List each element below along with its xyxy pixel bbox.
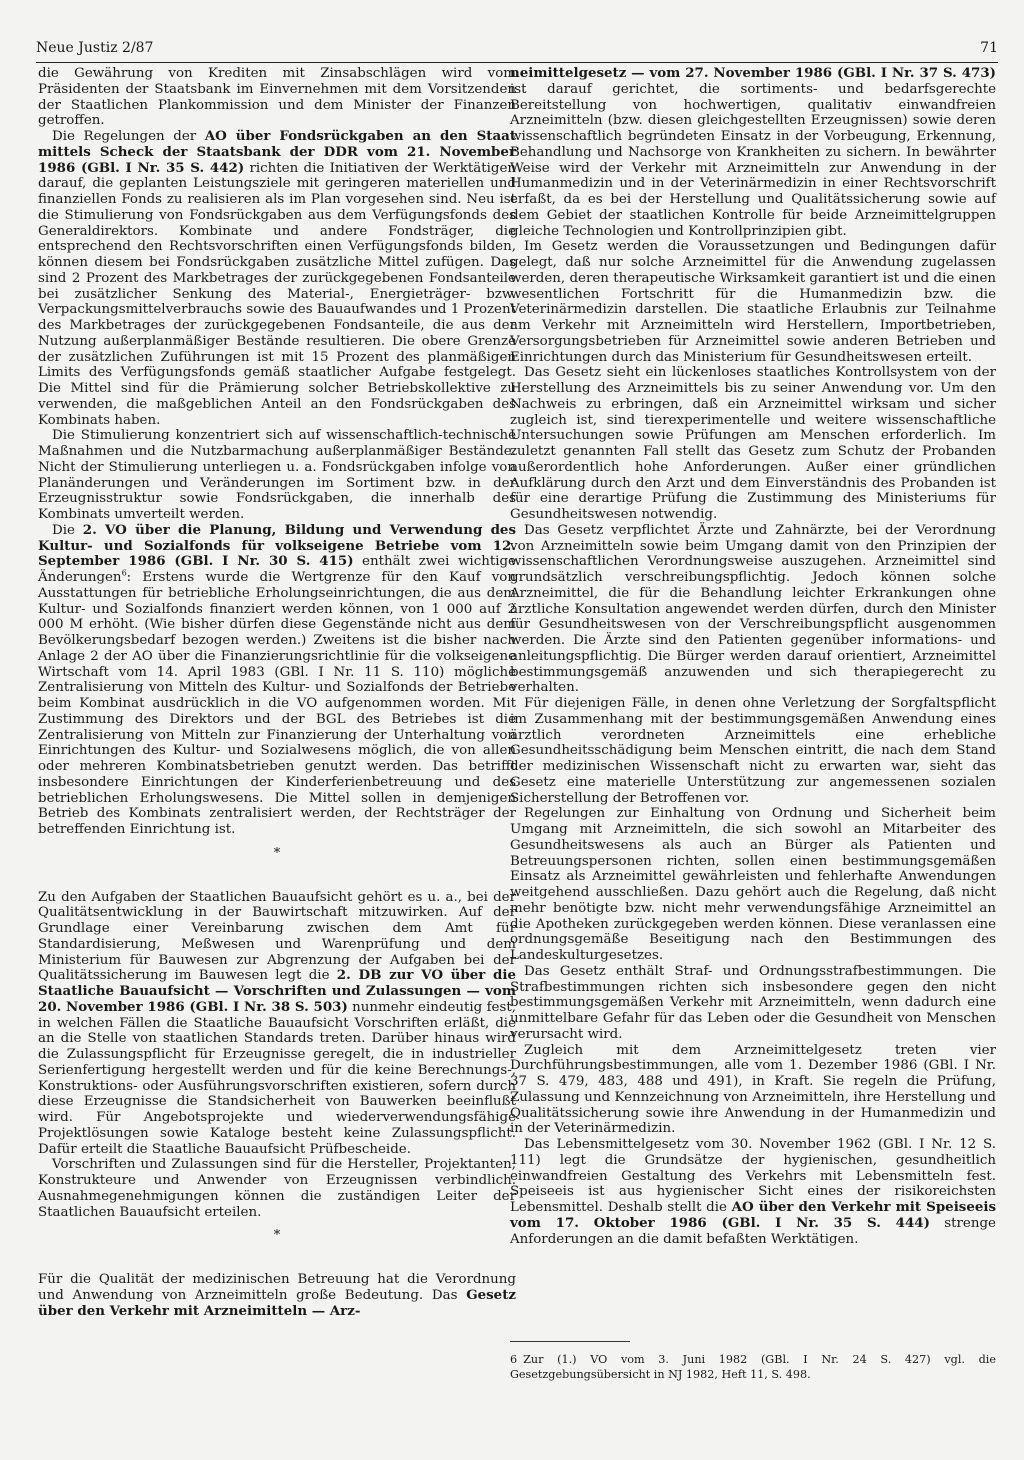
right-column [510,66,996,1247]
paragraph [38,890,516,1158]
legal-citation: AO über Fondsrückgaben an den Staat mittels Scheck der Staatsbank der DDR vom 21. November 1986 (GBl. I Nr. 35 S. 442) [38,128,517,176]
paragraph: Im Gesetz werden die Voraussetzungen und Bedingungen dafür gelegt, daß nur solche Arzneimittel für die Anwendung zugelassen werden, deren therapeutische Wirksamkeit garantiert ist und die einen wesentlichen Fortschritt für die Humanmedizin bzw. die Veterinärmedizin darstellen. Die staatliche Erlaubnis zur Teilnahme am Verkehr mit Arzneimitteln wird Herstellern, Importbetrieben, Versorgungsbetrieben für Arzneimittel sowie anderen Betrieben und Einrichtungen durch das Ministerium für Gesundheitswesen erteilt. [510,239,996,365]
text-run: strenge Anforderungen an die damit befaßten Werktätigen. [510,1215,996,1247]
section-separator: * [273,845,281,861]
footnote-text: Zur (1.) VO vom 3. Juni 1982 (GBl. I Nr. 24 S. 427) vgl. die Gesetzgebungsübersicht in NJ 1982, Heft 11, S. 498. [510,1353,996,1381]
paragraph: Das Gesetz enthält Straf- und Ordnungsstrafbestimmungen. Die Strafbestimmungen richten sich insbesondere gegen den nicht bestimmungsgemäßen Verkehr mit Arzneimitteln, wenn dadurch eine unmittelbare Gefahr für das Leben oder die Gesundheit von Menschen verursacht wird. [510,963,996,1042]
paragraph: Das Gesetz sieht ein lückenloses staatliches Kontrollsystem von der Herstellung des Arzneimittels bis zu seiner Anwendung vor. Um den Nachweis zu erbringen, daß ein Arzneimittel wirksam und sicher zugleich ist, sind tierexperimentelle und weitere wissenschaftliche Untersuchungen sowie Prüfungen am Menschen erforderlich. Im zuletzt genannten Fall stellt das Gesetz zum Schutz der Probanden außerordentlich hohe Anforderungen. Außer einer gründlichen Aufklärung durch den Arzt und dem Einverständnis des Probanden ist für eine derartige Prüfung die Zustimmung des Ministeriums für Gesundheitswesen notwendig. [510,365,996,522]
paragraph: die Gewährung von Krediten mit Zinsabschlägen wird vom Präsidenten der Staatsbank im Einvernehmen mit dem Vorsitzenden der Staatlichen Plankommission und dem Minister der Finanzen getroffen. [38,66,516,129]
journal-title: Neue Justiz 2/87 [36,40,154,56]
paragraph [510,66,996,239]
legal-citation: neimittelgesetz — vom 27. November 1986 (GBl. I Nr. 37 S. 473) [510,65,996,81]
footnote-divider [510,1341,630,1342]
text-run: ist darauf gerichtet, die sortiments- und bedarfsgerechte Bereitstellung von hochwertigen, qualitativ einwandfreien Arzneimitteln (bzw. diesen gleichgestellten Erzeugnissen) sowie deren wissenschaftlich begründeten Einsatz in der Vorbeugung, Erkennung, Behandlung und Nachsorge von Krankheiten zu sichern. In bewährter Weise wird der Verkehr mit Arzneimitteln zur Anwendung in der Humanmedizin und in der Veterinärmedizin in einer Rechtsvorschrift erfaßt, da es bei der Herstellung und Qualitätssicherung sowie auf dem Gebiet der staatlichen Kontrolle für beide Arzneimittelgruppen gleiche Technologien und Kontrollprinzipien gibt. [510,81,996,239]
text-run: richten die Initiativen der Werktätigen darauf, die geplanten Leistungsziele mit geringeren materiellen und finanziellen Fonds zu realisieren als im Plan vorgesehen sind. Neu ist die Stimulierung von Fondsrückgaben aus dem Verfügungsfonds des Generaldirektors. Kombinate und andere Fondsträger, die entsprechend den Rechtsvorschriften einen Verfügungsfonds bilden, können diesem bei Fondsrückgaben zusätzliche Mittel zufügen. Das sind 2 Prozent des Markbetrages der zurückgegebenen Fondsanteile bei zusätzlicher Senkung des Material-, Energieträger- bzw. Verpackungsmittelverbrauchs sowie des Bauaufwandes und 1 Prozent des Markbetrages der zurückgegebenen Fondsanteile, die aus der Nutzung außerplanmäßiger Bestände resultieren. Die obere Grenze der zusätzlichen Zuführungen ist mit 15 Prozent des planmäßigen Limits des Verfügungsfonds gemäß staatlicher Aufgabe festgelegt. Die Mittel sind für die Prämierung solcher Betriebskollektive zu verwenden, die maßgeblichen Anteil an den Fondsrückgaben des Kombinats haben. [38,160,516,428]
text-run: Das Lebensmittelgesetz vom 30. November 1962 (GBl. I Nr. 12 S. 111) legt die Grundsätze der hygienischen, gesundheitlich einwandfreien Gestaltung des Verkehrs mit Lebensmitteln fest. Speiseeis ist aus hygienischer Sicht eines der risikoreichsten Lebensmittel. Deshalb stellt die [510,1137,996,1215]
running-head [36,40,998,63]
legal-citation: 2. VO über die Planung, Bildung und Verwendung des Kultur- und Sozialfonds für volkseigene Betriebe vom 12. September 1986 (GBl. I Nr. 30 S. 415) [38,521,516,570]
paragraph [510,1137,996,1247]
text-run: Die [52,522,83,538]
legal-citation: 2. DB zur VO über die Staatliche Bauaufsicht — Vorschriften und Zulassungen — vom 20. November 1986 (GBl. I Nr. 38 S. 503) [38,967,517,1015]
text-run: : Erstens wurde die Wertgrenze für den Kauf von Ausstattungen für betriebliche Erholungseinrichtungen, die aus dem Kultur- und Sozialfonds finanziert werden können, von 1 000 auf 2 000 M erhöht. (Wie bisher dürfen diese Gegenstände nicht aus dem Bevölkerungsbedarf bezogen werden.) Zweitens ist die bisher nach Anlage 2 der AO über die Finanzierungsrichtlinie für die volkseigene Wirtschaft vom 14. April 1983 (GBl. I Nr. 11 S. 110) mögliche Zentralisierung von Mitteln des Kultur- und Sozialfonds der Betriebe beim Kombinat ausdrücklich in die VO aufgenommen worden. Mit Zustimmung des Direktors und der BGL des Betriebes ist die Zentralisierung von Mitteln zur Finanzierung der Unterhaltung von Einrichtungen des Kultur- und Sozialwesens möglich, die von allen oder mehreren Kombinatsbetrieben genutzt werden. Das betrifft insbesondere Einrichtungen der Kinderferienbetreuung und des betrieblichen Erholungswesens. Die Mittel sollen in demjenigen Betrieb des Kombinats zentralisiert werden, der Rechtsträger der betreffenden Einrichtung ist. [38,570,516,837]
page-number: 71 [980,40,998,56]
legal-citation: AO über den Verkehr mit Speiseeis vom 17. Oktober 1986 (GBl. I Nr. 35 S. 444) [510,1199,996,1231]
paragraph: Die Stimulierung konzentriert sich auf wissenschaftlich-technische Maßnahmen und die Nutzbarmachung außerplanmäßiger Bestände. Nicht der Stimulierung unterliegen u. a. Fondsrückgaben infolge von Planänderungen und Veränderungen im Sortiment bzw. in der Erzeugnisstruktur sowie Fondsrückgaben, die innerhalb des Kombinats umverteilt werden. [38,428,516,522]
text-run: Für die Qualität der medizinischen Betreuung hat die Verordnung und Anwendung von Arzneimitteln große Bedeutung. Das [38,1272,516,1303]
left-column [38,66,516,1319]
text-run: Zu den Aufgaben der Staatlichen Bauaufsicht gehört es u. a., bei der Qualitätsentwicklung in der Bauwirtschaft mitzuwirken. Auf der Grundlage einer Vereinbarung zwischen dem Amt für Standardisierung, Meßwesen und Warenprüfung und dem Ministerium für Bauwesen zur Abgrenzung der Aufgaben bei der Qualitätssicherung im Bauwesen legt die [38,889,516,984]
footnote-ref: 6 [121,568,127,578]
paragraph: Regelungen zur Einhaltung von Ordnung und Sicherheit beim Umgang mit Arzneimitteln, die sich sowohl an Mitarbeiter des Gesundheitswesens als auch an Bürger als Patienten und Betreuungspersonen richten, sollen einen bestimmungsgemäßen Einsatz als Arzneimittel gewährleisten und fehlerhafte Anwendungen weitgehend ausschließen. Dazu gehört auch die Regelung, daß nicht mehr benötigte bzw. nicht mehr verwendungsfähige Arzneimittel an die Apotheken zurückgegeben werden können. Diese veranlassen eine ordnungsgemäße Beseitigung nach den Bestimmungen des Landeskulturgesetzes. [510,806,996,963]
paragraph: Für diejenigen Fälle, in denen ohne Verletzung der Sorgfaltspflicht im Zusammenhang mit der bestimmungsgemäßen Anwendung eines ärztlich verordneten Arzneimittels eine erhebliche Gesundheitsschädigung beim Menschen eintritt, die nach dem Stand der medizinischen Wissenschaft nicht zu erwarten war, sieht das Gesetz eine materielle Unterstützung zur angemessenen sozialen Sicherstellung der Betroffenen vor. [510,696,996,806]
legal-citation: Gesetz über den Verkehr mit Arzneimitteln — Arz- [38,1286,516,1319]
paragraph [38,523,516,838]
paragraph [38,129,516,428]
footnote-number: 6 [510,1353,518,1366]
text-run: nunmehr eindeutig fest, in welchen Fällen die Staatliche Bauaufsicht Vorschriften erläßt, die an die Stelle von staatlichen Standards treten. Darüber hinaus wird die Zulassungspflicht für Erzeugnisse geregelt, die in industrieller Serienfertigung hergestellt werden und für die keine Berechnungs-, Konstruktions- oder Ausführungsvorschriften existieren, sofern durch diese Erzeugnisse die Standsicherheit von Bauwerken beeinflußt wird. Für Angebotsprojekte und wiederverwendungsfähige Projektlösungen sowie Kataloge besteht keine Zulassungspflicht. Dafür erteilt die Staatliche Bauaufsicht Prüfbescheide. [38,999,516,1157]
paragraph: Zugleich mit dem Arzneimittelgesetz treten vier Durchführungsbestimmungen, alle vom 1. Dezember 1986 (GBl. I Nr. 37 S. 479, 483, 488 und 491), in Kraft. Sie regeln die Prüfung, Zulassung und Kennzeichnung von Arzneimitteln, ihre Herstellung und Qualitätssicherung sowie ihre Anwendung in der Humanmedizin und in der Veterinärmedizin. [510,1042,996,1137]
paragraph: Das Gesetz verpflichtet Ärzte und Zahnärzte, bei der Verordnung von Arzneimitteln sowie beim Umgang damit von den Prinzipien der wissenschaftlichen Verordnungsweise auszugehen. Arzneimittel sind grundsätzlich verschreibungspflichtig. Jedoch können solche Arzneimittel, die für die Behandlung leichter Erkrankungen ohne ärztliche Konsultation angewendet werden dürfen, durch den Minister für Gesundheitswesen von der Verschreibungspflicht ausgenommen werden. Die Ärzte sind den Patienten gegenüber informations- und anleitungspflichtig. Die Bürger werden darauf orientiert, Arzneimittel bestimmungsgemäß anzuwenden und sich therapiegerecht zu verhalten. [510,522,996,696]
text-run: enthält zwei wichtige Änderungen [38,554,516,585]
footnote [510,1352,996,1382]
section-separator: * [273,1228,281,1244]
paragraph: Vorschriften und Zulassungen sind für die Hersteller, Projektanten, Konstrukteure und Anwender von Erzeugnissen verbindlich. Ausnahmegenehmigungen können die zuständigen Leiter der Staatlichen Bauaufsicht erteilen. [38,1157,516,1220]
paragraph [38,1272,516,1319]
text-run: Die Regelungen der [52,129,205,144]
